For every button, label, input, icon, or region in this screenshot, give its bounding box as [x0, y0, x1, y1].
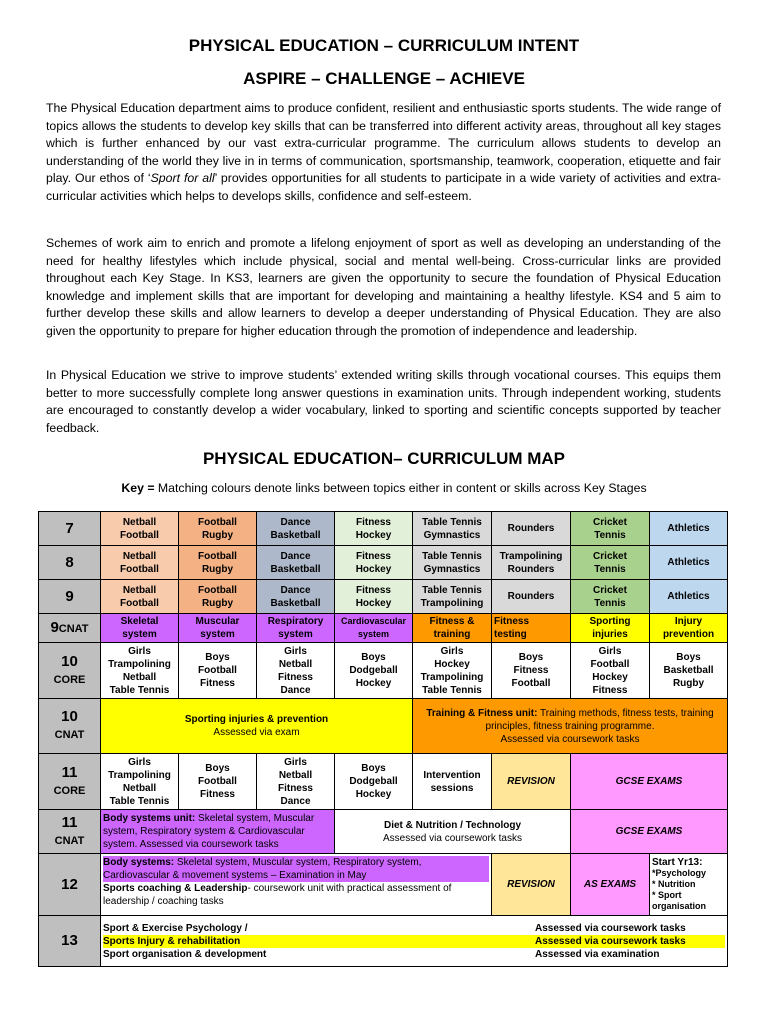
row-year-13 [39, 916, 728, 967]
map-cell: Trampolining Rounders [492, 546, 571, 580]
year-label: 10 CNAT [39, 699, 101, 754]
intro-paragraph-3: In Physical Education we strive to improve students’ extended writing skills through vocational courses. This equips them better to more successfully complete long answer questions in examination units. Through independent working, students are encouraged to constantly develop a wider vocabulary, linked to sporting and scientific concepts supported by teacher feedback. [46, 368, 721, 435]
intro-paragraph-1: The Physical Education department aims to produce confident, resilient and enthusiastic sports students. The wide range of topics allows the students to develop key skills that can be transferred into different activity areas, throughout all key stages which is further enhanced by our vast extra-curricular programme. The curriculum allows students to develop an understanding of the world they live in in terms of communication, sportsmanship, teamwork, cooperation, etiquette and fair play. Our ethos of ‘Sport for all’ provides opportunities for all students to participate in a wide variety of activities and extra-curricular activities which helps to develops skills, confidence and self-esteem. [46, 101, 722, 203]
year-label: 11 CNAT [39, 810, 101, 854]
map-cell: Boys Dodgeball Hockey [335, 754, 413, 810]
year-label: 10 CORE [39, 643, 101, 699]
sporting-injuries-unit: Sporting injuries & prevention Assessed via exam [101, 699, 413, 754]
year-label: 7 [39, 512, 101, 546]
row-year-11-core [39, 754, 728, 810]
map-cell: Table Tennis Gymnastics [413, 546, 492, 580]
map-cell: Dance Basketball [257, 546, 335, 580]
map-cell: Cardiovascular system [335, 614, 413, 643]
map-cell: Fitness Hockey [335, 580, 413, 614]
page-title: PHYSICAL EDUCATION – CURRICULUM INTENT [188, 36, 580, 55]
row-year-9 [39, 580, 728, 614]
map-cell: Athletics [650, 546, 728, 580]
map-cell: Rounders [492, 580, 571, 614]
year-label: 12 [39, 854, 101, 916]
map-cell: Girls Netball Fitness Dance [257, 643, 335, 699]
map-cell: Cricket Tennis [571, 546, 650, 580]
row-year-12 [39, 854, 728, 916]
map-cell: Boys Basketball Rugby [650, 643, 728, 699]
map-cell: Athletics [650, 580, 728, 614]
revision-cell: REVISION [492, 854, 571, 916]
map-cell: Boys Fitness Football [492, 643, 571, 699]
gcse-exams-cell: GCSE EXAMS [571, 810, 728, 854]
curriculum-map-table [38, 511, 728, 967]
start-yr13-cell: Start Yr13: *Psychology * Nutrition * Sport organisation [650, 854, 728, 916]
year-label: 9 [39, 580, 101, 614]
row-year-11-cnat [39, 810, 728, 854]
revision-cell: REVISION [492, 754, 571, 810]
map-cell: Netball Football [101, 580, 179, 614]
row-year-10-cnat [39, 699, 728, 754]
page-subtitle: ASPIRE – CHALLENGE – ACHIEVE [243, 69, 525, 88]
map-cell: Girls Trampolining Netball Table Tennis [101, 754, 179, 810]
map-cell: Dance Basketball [257, 580, 335, 614]
row-year-9-cnat [39, 614, 728, 643]
gcse-exams-cell: GCSE EXAMS [571, 754, 728, 810]
row-year-10-core [39, 643, 728, 699]
diet-nutrition-unit: Diet & Nutrition / Technology Assessed via coursework tasks [335, 810, 571, 854]
row-year-7 [39, 512, 728, 546]
map-cell: Respiratory system [257, 614, 335, 643]
body-systems-unit: Body systems unit: Skeletal system, Muscular system, Respiratory system & Cardiovascular system. Assessed via coursework tasks [101, 810, 335, 854]
map-cell: Girls Netball Fitness Dance [257, 754, 335, 810]
year-label: 11 CORE [39, 754, 101, 810]
map-cell: Fitness Hockey [335, 512, 413, 546]
map-cell: Football Rugby [179, 512, 257, 546]
year-label: 13 [39, 916, 101, 967]
map-cell: Girls Football Hockey Fitness [571, 643, 650, 699]
map-cell: Injury prevention [650, 614, 728, 643]
training-fitness-unit: Training & Fitness unit: Training methods, fitness tests, training principles, fitness training programme. Assessed via coursework tasks [413, 699, 728, 754]
map-cell: Boys Dodgeball Hockey [335, 643, 413, 699]
colour-key: Key = Matching colours denote links between topics either in content or skills across Key Stages [121, 481, 647, 495]
row-year-8 [39, 546, 728, 580]
map-cell: Girls Hockey Trampolining Table Tennis [413, 643, 492, 699]
map-cell: Girls Trampolining Netball Table Tennis [101, 643, 179, 699]
map-cell: Cricket Tennis [571, 580, 650, 614]
year-13-units: Sport & Exercise Psychology / Assessed via coursework tasks Sports Injury & rehabilitation Assessed via coursework tasks Sport organisation & development Assessed via examination [101, 916, 728, 967]
map-cell: Fitness testing [492, 614, 571, 643]
map-cell: Table Tennis Gymnastics [413, 512, 492, 546]
year-label: 8 [39, 546, 101, 580]
as-exams-cell: AS EXAMS [571, 854, 650, 916]
map-cell: Skeletal system [101, 614, 179, 643]
intro-paragraph-2: Schemes of work aim to enrich and promote a lifelong enjoyment of sport as well as developing an understanding of the need for healthy lifestyles which include physical, social and mental well-being. Cross-curricular links are provided throughout each Key Stage. In KS3, learners are given the opportunity to secure the foundation of Physical Education knowledge and implement skills that are important for developing and maintaining a healthy lifestyle. KS4 and 5 aim to further develop these skills and allow learners to develop a deeper understanding of Physical Education. They are also given the opportunity to prepare for higher education through the promotion of independence and leadership. [46, 236, 721, 338]
map-cell: Netball Football [101, 512, 179, 546]
map-cell: Sporting injuries [571, 614, 650, 643]
map-cell: Fitness & training [413, 614, 492, 643]
map-cell: Athletics [650, 512, 728, 546]
map-cell: Football Rugby [179, 546, 257, 580]
map-cell: Football Rugby [179, 580, 257, 614]
year-12-units: Body systems: Skeletal system, Muscular system, Respiratory system, Cardiovascular & movement systems – Examination in May Sports coaching & Leadership- coursework unit with practical assessment of leadership / coaching tasks [101, 854, 492, 916]
map-cell: Boys Football Fitness [179, 754, 257, 810]
map-cell: Fitness Hockey [335, 546, 413, 580]
curriculum-map-title: PHYSICAL EDUCATION– CURRICULUM MAP [202, 449, 566, 468]
map-cell: Dance Basketball [257, 512, 335, 546]
map-cell: Netball Football [101, 546, 179, 580]
map-cell: Cricket Tennis [571, 512, 650, 546]
map-cell: Intervention sessions [413, 754, 492, 810]
map-cell: Rounders [492, 512, 571, 546]
map-cell: Boys Football Fitness [179, 643, 257, 699]
year-label: 9CNAT [39, 614, 101, 643]
map-cell: Table Tennis Trampolining [413, 580, 492, 614]
map-cell: Muscular system [179, 614, 257, 643]
